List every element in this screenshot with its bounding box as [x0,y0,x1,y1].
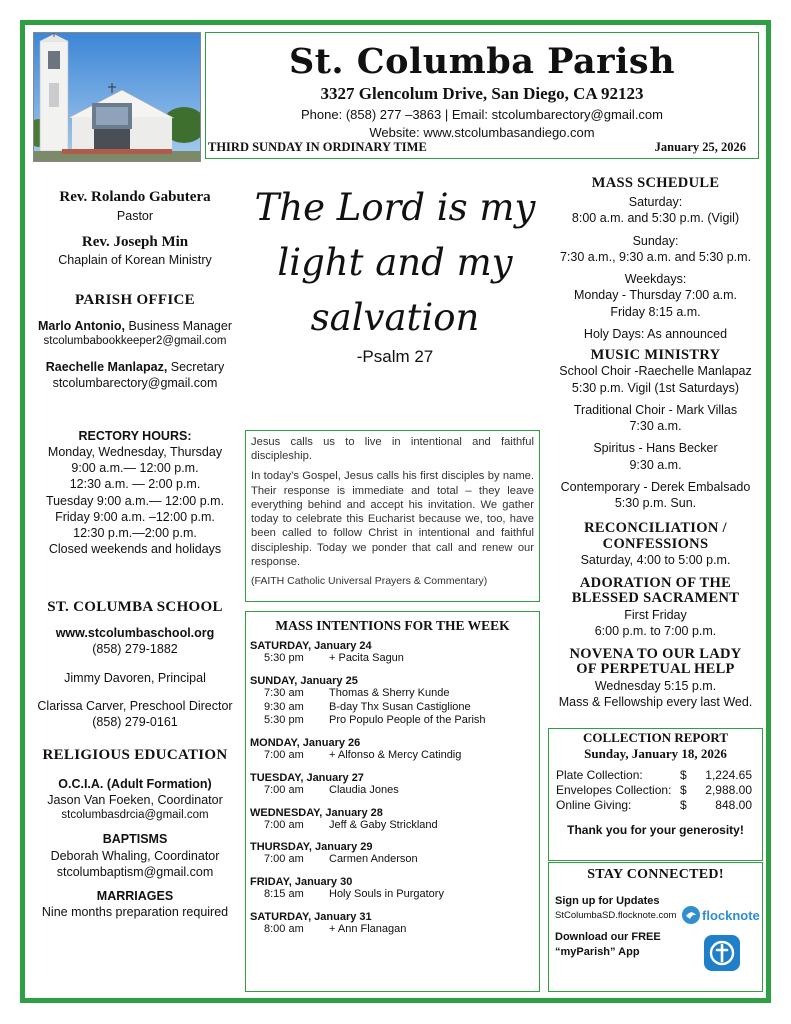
contemporary-choir: Contemporary - Derek Embalsado [560,479,751,494]
intention-time: 7:00 am [264,853,304,866]
parish-contact: Phone: (858) 277 –3863 | Email: stcolumbarectory@gmail.com [301,107,663,122]
signup-label: Sign up for Updates [555,895,660,907]
pastor-role: Pastor [116,208,154,223]
intention-time: 5:30 pm [264,652,304,664]
collection-amount: 2,988.00 [705,783,752,798]
ocia-email: stcolumbasdrcia@gmail.com [61,809,209,822]
school-website[interactable]: www.stcolumbaschool.org [55,626,215,641]
intention-row [250,923,535,937]
intention-day [250,675,535,728]
intention-name: + Alfonso & Mercy Catindig [329,749,462,761]
bulletin-date: January 25, 2026 [654,140,746,154]
parish-office-heading: PARISH OFFICE [75,291,195,308]
intention-time: 5:30 pm [264,714,304,727]
intention-name: Pro Populo People of the Parish [329,714,486,727]
novena-heading: NOVENA TO OUR LADY [569,646,742,663]
intention-time: 7:00 am [264,818,304,831]
intention-name: Jeff & Gaby Strickland [329,818,438,831]
intention-time: 7:30 am [264,686,304,699]
chaplain-role: Chaplain of Korean Ministry [58,253,212,268]
novena-note: Mass & Fellowship every last Wed. [558,694,753,709]
school-heading: ST. COLUMBA SCHOOL [47,598,223,615]
intention-name: + Pacita Sagun [329,652,404,664]
intention-day [250,841,535,867]
intention-day-heading: MONDAY, January 26 [250,737,361,749]
reflection-intro: Jesus calls us to live in intentional and faithful discipleship. [251,436,534,463]
baptisms-heading: BAPTISMS [102,832,168,847]
intention-name: Holy Souls in Purgatory [329,888,444,900]
intention-row [250,784,535,798]
adoration-time: 6:00 p.m. to 7:00 p.m. [594,623,717,638]
reflection-body: In today’s Gospel, Jesus calls his first disciples by name. Their response is immediate and total – they leave everything behind and accept his invitation. We gather today to celebrate this Eucharist because we, too, have been called to follow Christ in intentional and faithful discipleship. Today we ponder that call and renew our response. [251,470,534,568]
secretary-name: Raechelle Manlapaz, [45,360,168,375]
traditional-choir-time: 7:30 a.m. [629,419,682,434]
ocia-contact: Jason Van Foeken, Coordinator [47,793,223,808]
rectory-hours-line: Closed weekends and holidays [48,542,222,557]
preschool-phone: (858) 279-0161 [92,715,178,730]
novena-time: Wednesday 5:15 p.m. [594,678,717,693]
intention-row [250,888,535,902]
rectory-hours-line: Tuesday 9:00 a.m.— 12:00 p.m. [45,493,225,508]
intention-time: 7:00 am [264,783,304,796]
rectory-hours-line: 12:30 a.m. — 2:00 p.m. [69,477,201,492]
intention-name: + Ann Flanagan [329,922,407,935]
intention-name: Claudia Jones [329,783,399,796]
intention-day [250,807,535,833]
intention-day-heading: TUESDAY, January 27 [250,771,364,784]
school-phone: (858) 279-1882 [92,642,178,657]
mass-intentions [245,611,540,992]
adoration-day: First Friday [624,607,687,622]
collection-row [549,798,762,813]
traditional-choir: Traditional Choir - Mark Villas [573,402,738,417]
rectory-hours-heading: RECTORY HOURS: [78,428,192,443]
religious-education-heading: RELIGIOUS EDUCATION [42,747,228,764]
intention-row [250,701,535,715]
intention-day-heading: FRIDAY, January 30 [250,876,353,888]
collection-title: COLLECTION REPORT [582,730,729,745]
intention-time: 9:30 am [264,700,304,713]
collection-row [549,783,762,798]
rectory-hours-line: 9:00 a.m.— 12:00 p.m. [71,461,199,476]
gospel-reflection [245,430,540,602]
rectory-hours-line: 12:30 p.m.—2:00 p.m. [73,526,197,541]
business-manager-email: stcolumbabookkeeper2@gmail.com [43,335,227,348]
spiritus-choir-time: 9:30 a.m. [629,457,682,472]
flocknote-icon [682,906,700,924]
intention-day [250,737,535,763]
collection-currency: $ [680,768,687,783]
intention-day-heading: SATURDAY, January 31 [250,910,372,923]
intention-time: 8:15 am [264,888,304,900]
collection-amount: 1,224.65 [705,768,752,783]
flocknote-brand: flocknote [702,907,760,923]
stay-connected-title: STAY CONNECTED! [587,867,724,882]
schedule-saturday-label: Saturday: [628,195,683,210]
intention-day [250,772,535,798]
flocknote-link[interactable]: StColumbaSD.flocknote.com [555,910,677,921]
schedule-friday: Friday 8:15 a.m. [610,304,701,319]
secretary-role: Secretary [167,360,225,375]
music-ministry-heading: MUSIC MINISTRY [590,347,721,364]
blessed-sacrament-heading: BLESSED SACRAMENT [571,590,740,607]
schedule-weekdays-label: Weekdays: [624,272,687,287]
collection-report [548,728,763,861]
school-choir: School Choir -Raechelle Manlapaz [559,364,752,379]
myparish-app-icon[interactable] [704,935,740,971]
quote-line: light and my [277,241,513,284]
collection-label: Plate Collection: [556,768,643,783]
baptisms-contact: Deborah Whaling, Coordinator [50,848,220,863]
adoration-heading: ADORATION OF THE [579,575,732,592]
intention-name: Thomas & Sherry Kunde [329,686,450,699]
intention-row [250,853,535,867]
intention-day-heading: SATURDAY, January 24 [250,640,372,652]
quote-line: salvation [310,296,480,339]
intention-day-heading: SUNDAY, January 25 [250,674,358,687]
marriages-heading: MARRIAGES [96,889,174,904]
mass-intentions-title: MASS INTENTIONS FOR THE WEEK [275,618,510,633]
intention-day [250,876,535,902]
reconciliation-time: Saturday, 4:00 to 5:00 p.m. [580,552,731,567]
intention-day [250,911,535,937]
parish-address: 3327 Glencolum Drive, San Diego, CA 92123 [320,84,644,103]
baptisms-email: stcolumbaptism@gmail.com [56,864,214,879]
reflection-source: (FAITH Catholic Universal Prayers & Commentary) [251,574,488,587]
schedule-holy-days: Holy Days: As announced [583,326,728,341]
collection-currency: $ [680,798,687,813]
collection-currency: $ [680,783,687,798]
intention-day-heading: WEDNESDAY, January 28 [250,806,383,819]
perpetual-help-heading: OF PERPETUAL HELP [576,661,735,678]
collection-amount: 848.00 [715,798,752,813]
ocia-heading: O.C.I.A. (Adult Formation) [58,776,212,791]
parish-name: St. Columba Parish [288,41,676,82]
right-column [548,176,763,710]
intention-row [250,652,535,666]
myparish-app-label: “myParish” App [555,946,640,958]
pastor-name: Rev. Rolando Gabutera [59,189,211,205]
stay-connected [548,862,763,992]
rectory-hours-line: Monday, Wednesday, Thursday [47,444,223,459]
school-choir-time: 5:30 p.m. Vigil (1st Saturdays) [571,380,740,395]
intention-time: 7:00 am [264,749,304,761]
scripture-quote [245,180,545,367]
collection-thanks: Thank you for your generosity! [567,823,744,838]
intention-row [250,714,535,728]
quote-source: -Psalm 27 [356,347,434,366]
intention-name: Carmen Anderson [329,853,418,866]
collection-date: Sunday, January 18, 2026 [584,745,727,761]
intention-day [250,640,535,666]
business-manager-name: Marlo Antonio, [37,319,125,333]
mass-schedule-heading: MASS SCHEDULE [591,175,720,191]
school-principal: Jimmy Davoren, Principal [64,670,206,685]
left-column [30,188,240,921]
liturgical-occasion: THIRD SUNDAY IN ORDINARY TIME [208,140,427,154]
preschool-director: Clarissa Carver, Preschool Director [37,698,233,713]
business-manager-role: Business Manager [125,319,233,333]
schedule-weekdays: Monday - Thursday 7:00 a.m. [573,288,738,303]
collection-label: Online Giving: [556,798,632,813]
marriages-note: Nine months preparation required [41,905,229,920]
confessions-heading: CONFESSIONS [602,535,709,552]
rectory-hours-line: Friday 9:00 a.m. –12:00 p.m. [55,509,215,524]
collection-label: Envelopes Collection: [556,783,672,798]
intention-row [250,749,535,763]
download-label: Download our FREE [555,931,661,943]
intention-row [250,687,535,701]
intention-name: B-day Thx Susan Castiglione [329,700,471,713]
spiritus-choir: Spiritus - Hans Becker [593,441,718,456]
reconciliation-heading: RECONCILIATION / [584,520,727,537]
flocknote-logo[interactable] [682,906,760,924]
schedule-sunday: 7:30 a.m., 9:30 a.m. and 5:30 p.m. [559,249,752,264]
parish-website: Website: www.stcolumbasandiego.com [369,125,595,140]
chaplain-name: Rev. Joseph Min [81,233,189,250]
intention-row [250,819,535,833]
quote-line: The Lord is my [254,186,536,229]
intention-day-heading: THURSDAY, January 29 [250,841,373,854]
intention-time: 8:00 am [264,922,304,935]
secretary-email: stcolumbarectory@gmail.com [52,376,218,391]
schedule-sunday-label: Sunday: [632,233,679,248]
collection-row [549,768,762,783]
contemporary-choir-time: 5:30 p.m. Sun. [614,496,697,511]
schedule-saturday: 8:00 a.m. and 5:30 p.m. (Vigil) [571,211,740,226]
masthead [205,32,759,159]
church-photo [33,32,201,162]
